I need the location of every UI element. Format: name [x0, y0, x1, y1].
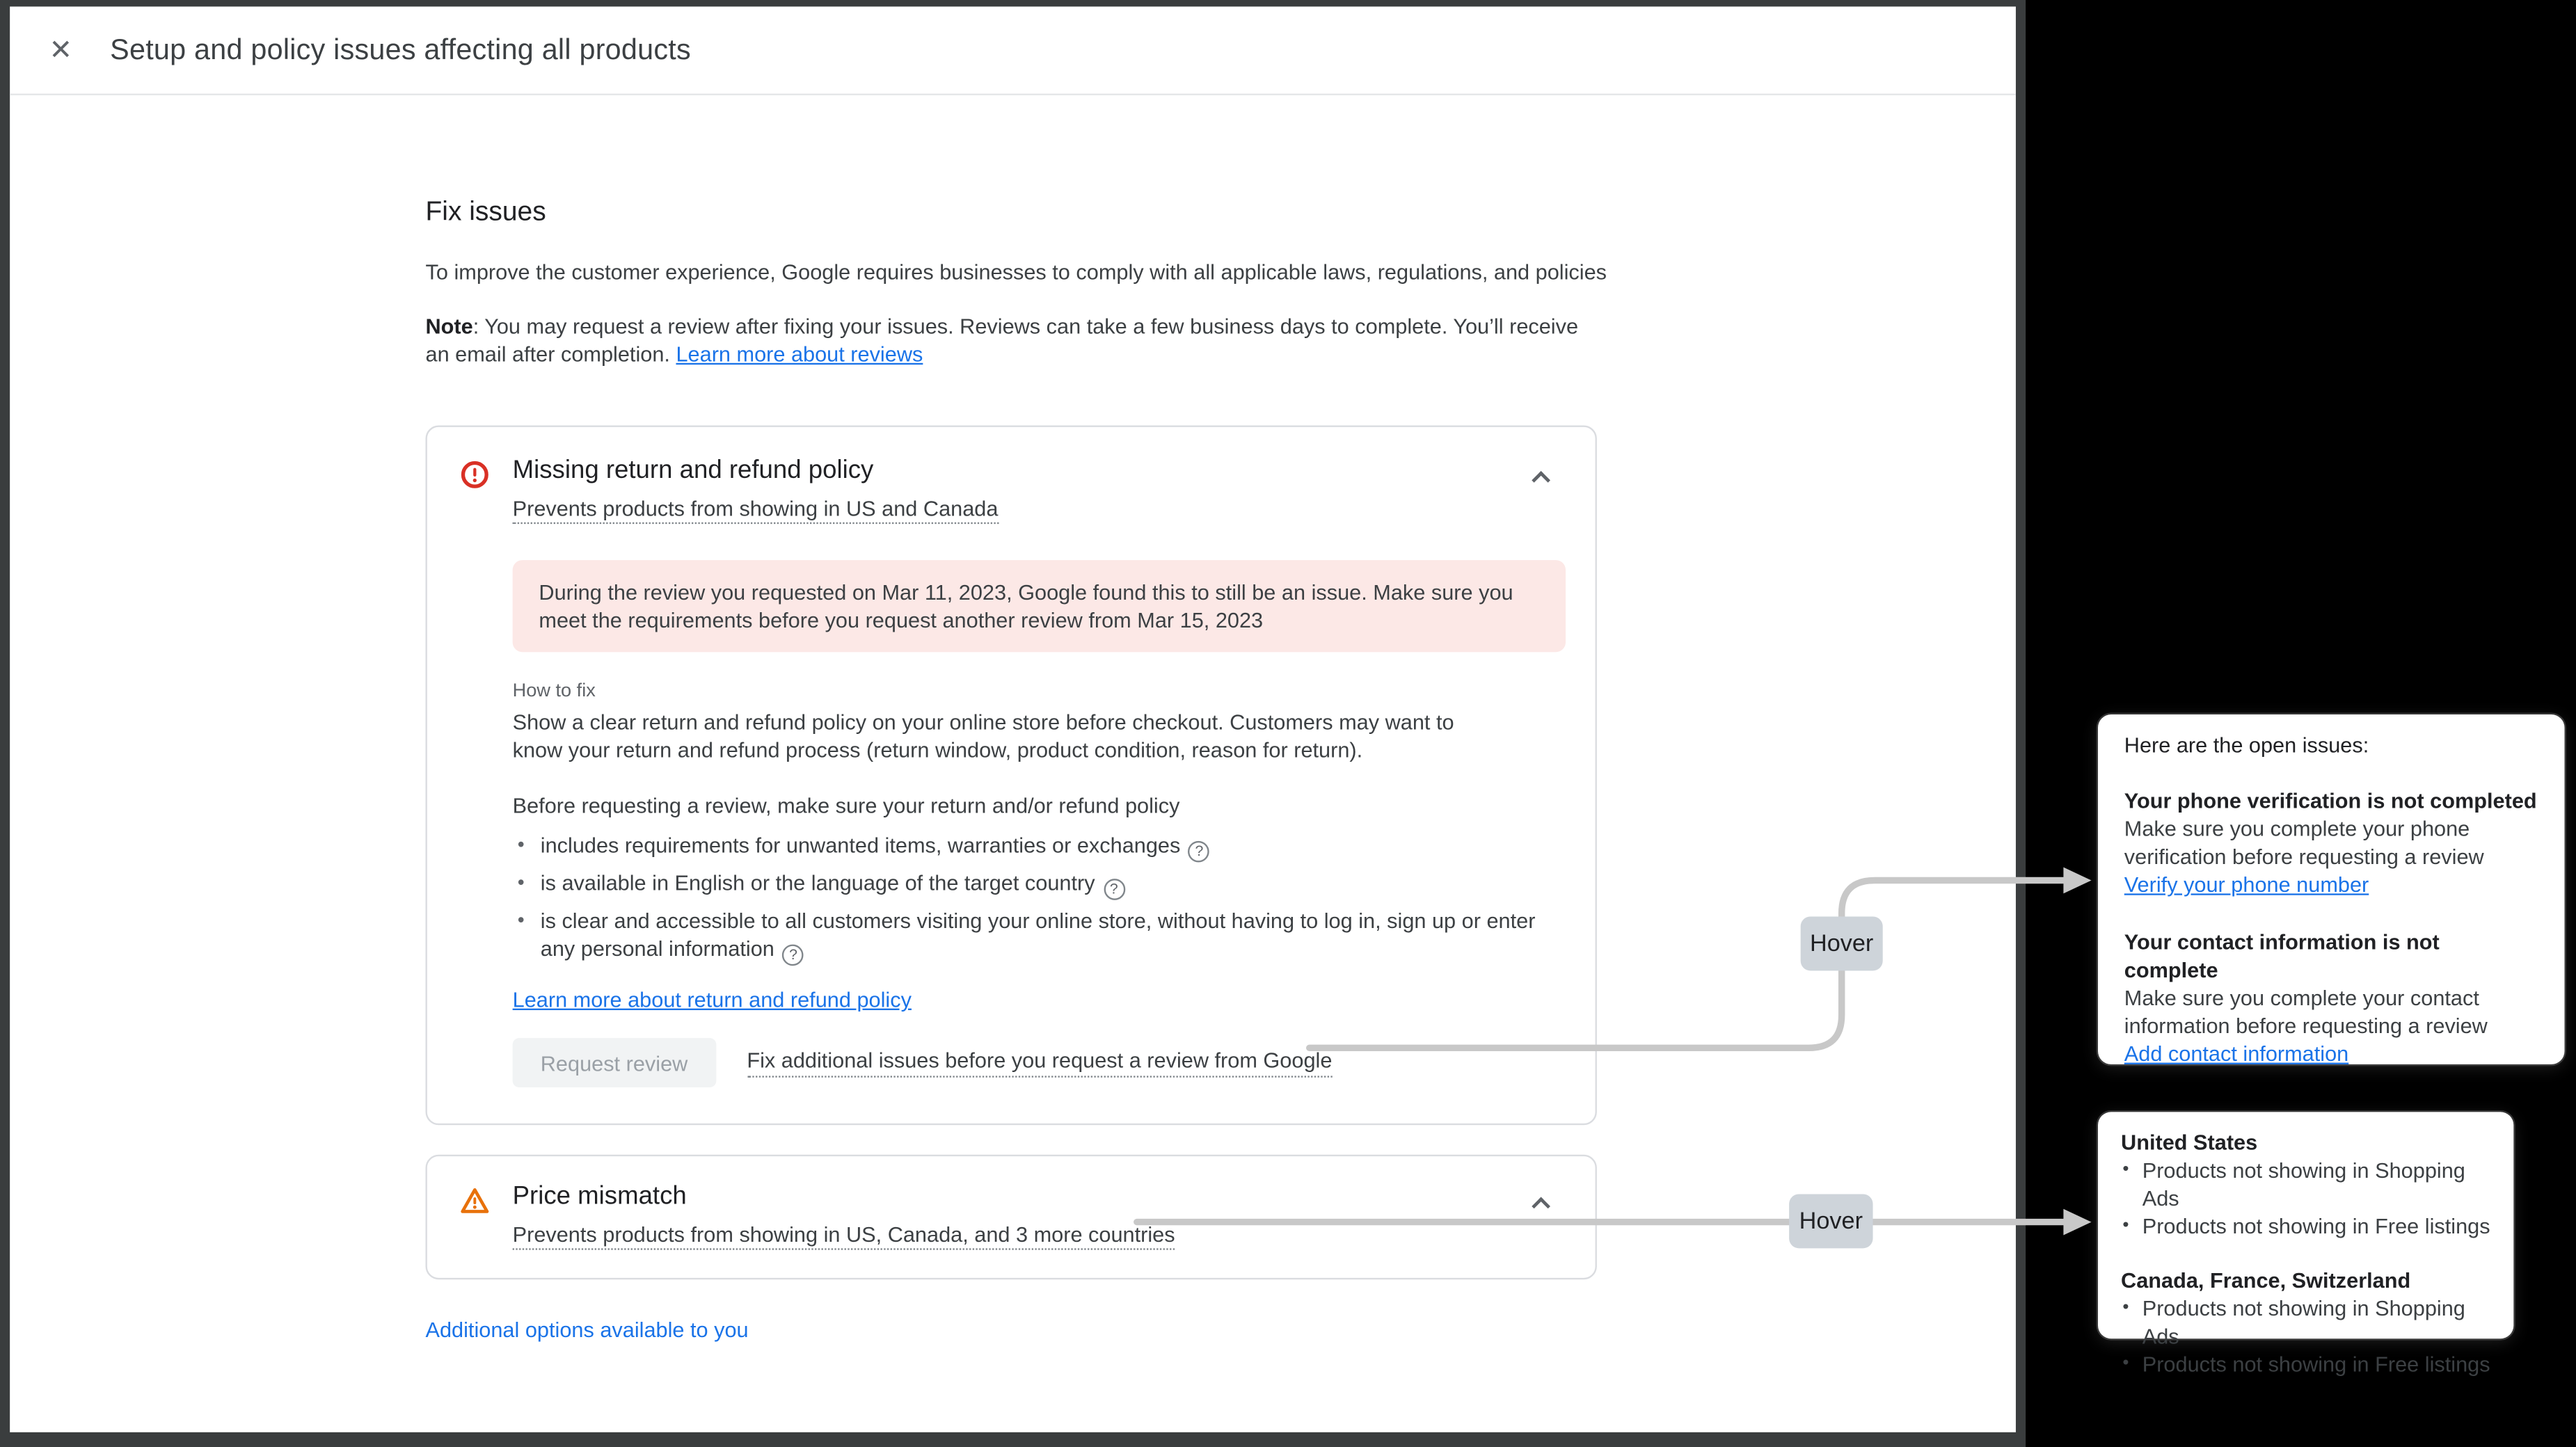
- checklist-item: [513, 869, 1548, 900]
- fix-issues-heading: Fix issues: [425, 197, 546, 227]
- warning-icon: [460, 1186, 489, 1215]
- hover-label-issue1: Hover: [1801, 916, 1883, 970]
- chevron-up-icon[interactable]: [1520, 1183, 1562, 1225]
- add-contact-info-link[interactable]: Add contact information: [2124, 1041, 2349, 1066]
- setup-policy-dialog: [10, 6, 2016, 1432]
- tooltip-country-bullet: • Products not showing in Shopping Ads: [2121, 1294, 2490, 1350]
- issue-card-price-mismatch: [425, 1155, 1596, 1279]
- issue1-title: Missing return and refund policy: [512, 456, 874, 485]
- dialog-header: [10, 6, 2016, 95]
- note-body: : You may request a review after fixing your issues. Reviews can take a few business days to complete. You’ll receive an email after completion.: [425, 313, 1579, 367]
- error-icon: [460, 460, 489, 489]
- tooltip-issue-title: Your contact information is not complete: [2124, 929, 2440, 982]
- tooltip-country-bullet: • Products not showing in Free listings: [2121, 1350, 2490, 1378]
- issue1-action-row: [513, 1038, 1563, 1087]
- dialog-title: Setup and policy issues affecting all products: [110, 33, 691, 66]
- issue2-header: [460, 1183, 1562, 1250]
- fix-additional-issues-text[interactable]: Fix additional issues before you request a review from Google: [747, 1048, 1332, 1077]
- checklist-item-text: is clear and accessible to all customers visiting your online store, without having to log in, sign up or enter any personal information: [540, 908, 1536, 961]
- arrowhead-icon: [2063, 1209, 2091, 1236]
- review-alert-banner: During the review you requested on Mar 11, 2023, Google found this to still be an issue. Make sure you meet the requirements before you request another review from Mar 15, 2023: [513, 560, 1566, 652]
- learn-more-reviews-link[interactable]: Learn more about reviews: [676, 342, 923, 367]
- tooltip-issue-item: [2124, 928, 2538, 1069]
- issue1-subtitle[interactable]: Prevents products from showing in US and Canada: [513, 496, 999, 524]
- hover-label-issue2: Hover: [1789, 1194, 1873, 1248]
- issue2-header-text: [513, 1183, 1520, 1250]
- tooltip-country-bullet: • Products not showing in Shopping Ads: [2121, 1156, 2490, 1212]
- tooltip-issue-body: Make sure you complete your contact information before requesting a review: [2124, 985, 2488, 1039]
- tooltip-intro: Here are the open issues:: [2124, 733, 2369, 758]
- tooltip-country-bullet: • Products not showing in Free listings: [2121, 1212, 2490, 1240]
- help-icon[interactable]: ?: [1103, 879, 1124, 900]
- tooltip-issue-title: Your phone verification is not completed: [2124, 788, 2537, 813]
- request-review-button[interactable]: Request review: [513, 1038, 716, 1087]
- tooltip-country-group: [2121, 1266, 2490, 1378]
- how-to-fix-body: Show a clear return and refund policy on your online store before checkout. Customers may want to know your return and refund process (return window, product condition, reason for return).: [512, 709, 1454, 762]
- policy-checklist: [513, 831, 1563, 966]
- note-paragraph: [425, 312, 1605, 368]
- issue1-header: [460, 456, 1562, 524]
- tooltip-country-group: [2121, 1128, 2490, 1240]
- verify-phone-link[interactable]: Verify your phone number: [2124, 872, 2369, 897]
- tooltip-country-title: United States: [2121, 1130, 2258, 1155]
- countries-tooltip: [2098, 1112, 2513, 1377]
- issue1-header-text: [513, 456, 1520, 524]
- help-icon[interactable]: ?: [783, 945, 804, 966]
- tooltip-country-title: Canada, France, Switzerland: [2121, 1268, 2411, 1293]
- intro-paragraph: To improve the customer experience, Google requires businesses to comply with all applicable laws, regulations, and policies: [425, 259, 1607, 285]
- checklist-item: [513, 906, 1548, 966]
- chevron-up-icon[interactable]: [1520, 456, 1562, 499]
- dialog-content: [10, 197, 1695, 1345]
- issue1-body: [513, 560, 1563, 1087]
- help-icon[interactable]: ?: [1188, 841, 1210, 863]
- how-to-fix-label: How to fix: [512, 681, 596, 702]
- arrowhead-icon: [2063, 868, 2091, 894]
- checklist-item-text: is available in English or the language of the target country: [540, 870, 1095, 895]
- learn-more-return-policy-link[interactable]: Learn more about return and refund policy: [512, 986, 912, 1012]
- checklist-item-text: includes requirements for unwanted items, warranties or exchanges: [540, 833, 1181, 858]
- additional-options-link[interactable]: Additional options available to you: [425, 1317, 749, 1342]
- tooltip-issue-item: [2124, 787, 2538, 900]
- tooltip-issue-body: Make sure you complete your phone verification before requesting a review: [2124, 816, 2484, 869]
- checklist-intro: Before requesting a review, make sure your return and/or refund policy: [512, 793, 1180, 818]
- close-icon[interactable]: ✕: [49, 33, 73, 65]
- note-label: Note: [425, 313, 473, 339]
- issue2-subtitle[interactable]: Prevents products from showing in US, Canada, and 3 more countries: [513, 1222, 1175, 1250]
- checklist-item: [513, 831, 1548, 863]
- open-issues-tooltip: [2098, 714, 2565, 1064]
- issue2-title: Price mismatch: [512, 1182, 687, 1211]
- issue-card-missing-return-policy: [425, 425, 1596, 1125]
